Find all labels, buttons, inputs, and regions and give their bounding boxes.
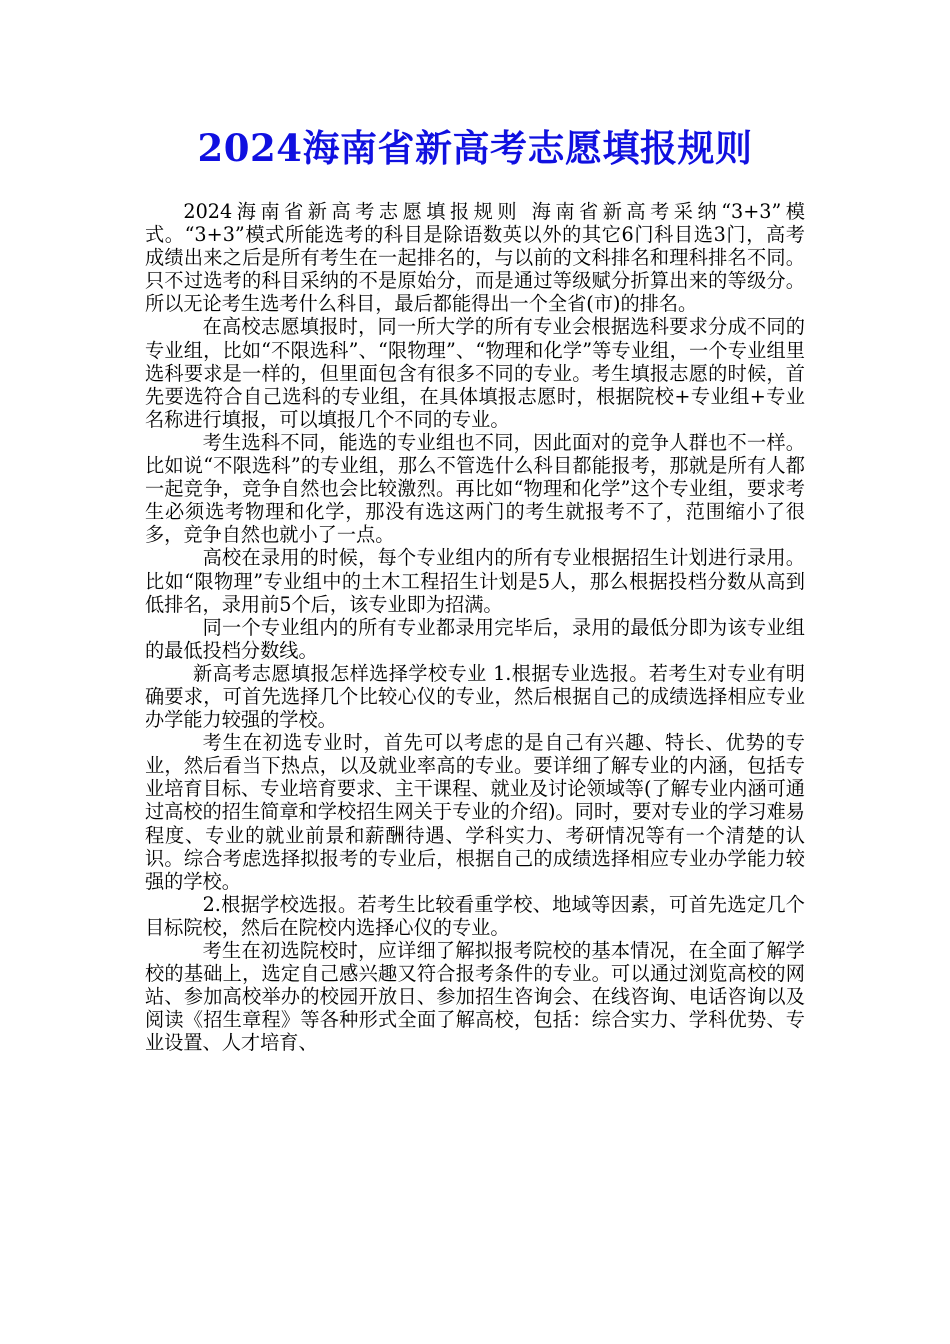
paragraph-1: 2024海南省新高考志愿填报规则 海南省新高考采纳“3+3”模式。“3+3”模式所能选考的科目是除语数英以外的其它6门科目选3门，高考成绩出来之后是所有考生在一起排名的，与以前的文科排名和理科排名不同。只不过选考的科目采纳的不是原始分，而是通过等级赋分折算出来的等级分。所以无论考生选考什么科目，最后都能得出一个全省(市)的排名。	[145, 200, 805, 316]
paragraph-6: 新高考志愿填报怎样选择学校专业 1.根据专业选报。若考生对专业有明确要求，可首先选择几个比较心仪的专业，然后根据自己的成绩选择相应专业办学能力较强的学校。	[145, 661, 805, 732]
paragraph-9: 考生在初选院校时，应详细了解拟报考院校的基本情况，在全面了解学校的基础上，选定自己感兴趣又符合报考条件的专业。可以通过浏览高校的网站、参加高校举办的校园开放日、参加招生咨询会、在线咨询、电话咨询以及阅读《招生章程》等各种形式全面了解高校，包括：综合实力、学科优势、专业设置、人才培育、	[145, 939, 805, 1055]
paragraph-4: 高校在录用的时候，每个专业组内的所有专业根据招生计划进行录用。比如“限物理”专业组中的土木工程招生计划是5人，那么根据投档分数从高到低排名，录用前5个后，该专业即为招满。	[145, 546, 805, 616]
paragraph-5: 同一个专业组内的所有专业都录用完毕后，录用的最低分即为该专业组的最低投档分数线。	[145, 615, 805, 662]
document-title: 2024海南省新高考志愿填报规则	[197, 126, 753, 170]
paragraph-7: 考生在初选专业时，首先可以考虑的是自己有兴趣、特长、优势的专业，然后看当下热点，以及就业率高的专业。要详细了解专业的内涵，包括专业培育目标、专业培育要求、主干课程、就业及讨论领域等(了解专业内涵可通过高校的招生简章和学校招生网关于专业的介绍)。同时，要对专业的学习难易程度、专业的就业前景和薪酬待遇、学科实力、考研情况等有一个清楚的认识。综合考虑选择拟报考的专业后，根据自己的成绩选择相应专业办学能力较强的学校。	[145, 731, 805, 893]
paragraph-3: 考生选科不同，能选的专业组也不同，因此面对的竞争人群也不一样。比如说“不限选科”的专业组，那么不管选什么科目都能报考，那就是所有人都一起竞争，竞争自然也会比较激烈。再比如“物理和化学”这个专业组，要求考生必须选考物理和化学，那没有选这两门的考生就报考不了，范围缩小了很多，竞争自然也就小了一点。	[145, 430, 805, 547]
document-body	[145, 200, 805, 1054]
paragraph-8: 2.根据学校选报。若考生比较看重学校、地域等因素，可首先选定几个目标院校，然后在院校内选择心仪的专业。	[145, 892, 805, 939]
paragraph-2: 在高校志愿填报时，同一所大学的所有专业会根据选科要求分成不同的专业组，比如“不限选科”、“限物理”、“物理和化学”等专业组，一个专业组里选科要求是一样的，但里面包含有很多不同的专业。考生填报志愿的时候，首先要选符合自己选科的专业组，在具体填报志愿时，根据院校+专业组+专业名称进行填报，可以填报几个不同的专业。	[145, 315, 805, 431]
